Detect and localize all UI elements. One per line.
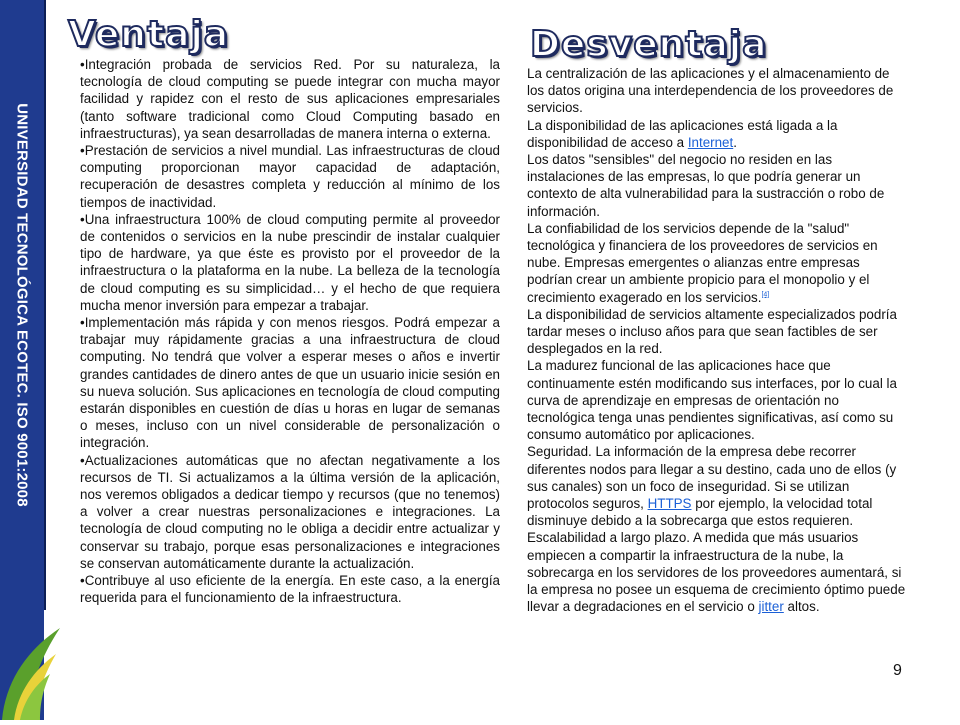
desventaja-paragraph [527,117,907,151]
list-item: • Integración probada de servicios Red. Por su naturaleza, la tecnología de cloud computing se puede integrar con mucha mayor facilidad y rapidez con el resto de sus aplicaciones empresariales (tanto software tradicional como Cloud Computing basado en infraestructuras), ya sean desarrolladas de manera interna o externa. [80,56,500,142]
desventaja-title: Desventaja [530,24,768,65]
paragraph-text: Seguridad. La información de la empresa debe recorrer diferentes nodos para llegar a su destino, cada uno de ellos (y sus canales) son un foco de inseguridad. Si se utilizan protocolos seguros, [527,444,897,512]
https-link[interactable]: HTTPS [647,496,692,512]
desventaja-paragraph [527,529,907,615]
ventajas-list [80,56,500,607]
list-item: • Una infraestructura 100% de cloud computing permite al proveedor de contenidos o servicios en la nube prescindir de instalar cualquier tipo de hardware, ya que éste es provisto por el proveedor de la infraestructura o la plataforma en la nube. La belleza de la tecnología de cloud computing es su simplicidad… y el hecho de que requiera mucha menor inversión para empezar a trabajar. [80,211,500,314]
ventaja-title: Ventaja [68,14,230,55]
paragraph-text: La disponibilidad de las aplicaciones está ligada a la disponibilidad de acceso a [527,117,838,150]
desventaja-paragraph: La madurez funcional de las aplicaciones hace que continuamente estén modificando sus interfaces, por lo cual la curva de aprendizaje en empresas de orientación no tecnológica tenga unas pendientes significativas, así como su consumo automático por aplicaciones. [527,358,897,443]
desventajas-text [527,65,907,616]
internet-link[interactable]: Internet [687,134,734,150]
desventaja-paragraph: La centralización de las aplicaciones y el almacenamiento de los datos origina una interdependencia de los proveedores de servicios. [527,66,894,116]
desventaja-paragraph: La disponibilidad de servicios altamente especializados podría tardar meses o incluso años para que sean factibles de ser desplegados en la red. [527,306,897,357]
university-logo [0,608,68,720]
university-name: UNIVERSIDAD TECNOLÓGICA ECOTEC. ISO 9001:2008 [13,103,31,507]
jitter-link[interactable]: jitter [758,599,784,615]
sidebar-band [0,0,46,610]
list-item: • Prestación de servicios a nivel mundial. Las infraestructuras de cloud computing proporcionan mayor capacidad de adaptación, recuperación de desastres completa y reducción al mínimo de los tiempos de inactividad. [80,142,500,211]
paragraph-text: . [733,134,737,150]
desventaja-paragraph [527,443,907,529]
reference-link[interactable]: [4] [761,291,770,299]
page-number: 9 [893,662,902,679]
list-item: • Contribuye al uso eficiente de la energía. En este caso, a la energía requerida para el funcionamiento de la infraestructura. [80,572,500,606]
paragraph-text: Escalabilidad a largo plazo. A medida que más usuarios empiecen a compartir la infraestructura de la nube, la sobrecarga en los servidores de los proveedores aumentará, si la empresa no posee un esquema de crecimiento óptimo puede llevar a degradaciones en el servicio o [527,530,906,615]
list-item: • Implementación más rápida y con menos riesgos. Podrá empezar a trabajar muy rápidamente gracias a una infraestructura de cloud computing. No tendrá que volver a esperar meses o años e invertir grandes cantidades de dinero antes de que un usuario inicie sesión en su nueva solución. Sus aplicaciones en tecnología de cloud computing estarán disponibles en cuestión de días u horas en lugar de semanas o meses, incluso con un nivel considerable de personalización o integración. [80,314,500,452]
paragraph-text: La confiabilidad de los servicios depende de la "salud" tecnológica y financiera de los proveedores de servicios en nube. Empresas emergentes o alianzas entre empresas podrían crear un ambiente propicio para el monopolio y el crecimiento exagerado en los servicios. [527,220,878,305]
desventaja-paragraph [527,220,907,306]
desventaja-paragraph: Los datos "sensibles" del negocio no residen en las instalaciones de las empresas, lo que podría generar un contexto de alta vulnerabilidad para la sustracción o robo de información. [527,152,885,219]
paragraph-text: por ejemplo, la velocidad total disminuye debido a la sobrecarga que estos requieren. [527,496,873,529]
list-item: • Actualizaciones automáticas que no afectan negativamente a los recursos de TI. Si actualizamos a la última versión de la aplicación, nos veremos obligados a dedicar tiempo y recursos (que no tenemos) a volver a crear nuestras personalizaciones e integraciones. La tecnología de cloud computing no le obliga a decidir entre actualizar y conservar su trabajo, porque esas personalizaciones e integraciones se conservan automáticamente durante la actualización. [80,452,500,572]
paragraph-text: altos. [783,599,820,615]
